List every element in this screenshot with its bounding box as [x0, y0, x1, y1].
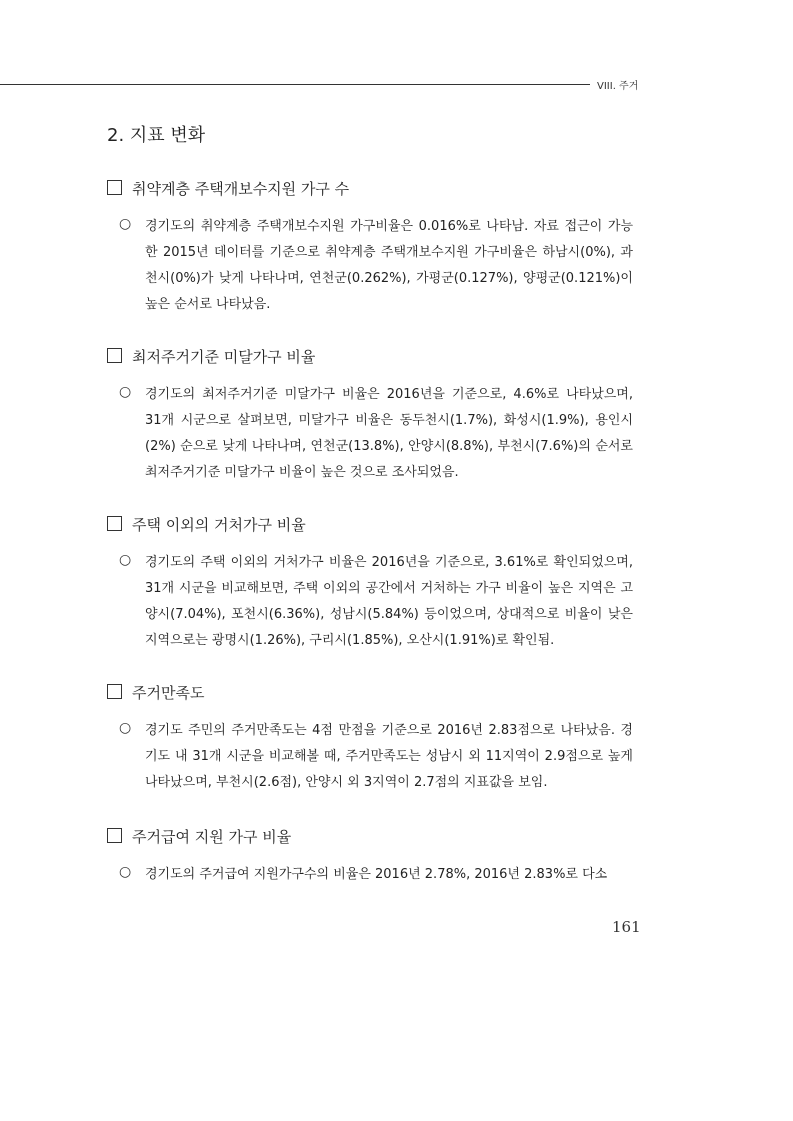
circle-bullet-icon: ○ — [119, 216, 132, 232]
checkbox-square-icon — [107, 180, 122, 195]
checkbox-square-icon — [107, 516, 122, 531]
sub-heading-label: 최저주거기준 미달가구 비율 — [132, 348, 316, 366]
sub-heading-label: 주거만족도 — [132, 684, 205, 702]
running-header: VIII. 주거 — [597, 81, 639, 92]
paragraph: 경기도의 취약계층 주택개보수지원 가구비율은 0.016%로 나타남. 자료 접근이 가능한 2015년 데이터를 기준으로 취약계층 주택개보수지원 가구비율은 하남시(0%), 과천시(0%)가 낮게 나타나며, 연천군(0.262%), 가평군(0.127%), 양평군(0.121%)이 높은 순서로 나타났음. — [145, 219, 633, 312]
checkbox-square-icon — [107, 348, 122, 363]
sub-heading-vulnerable-housing — [107, 178, 349, 199]
circle-bullet-icon: ○ — [119, 864, 132, 880]
sub-heading-non-housing-dwelling — [107, 514, 306, 535]
section-title: 2. 지표 변화 — [107, 125, 206, 146]
sub-heading-label: 취약계층 주택개보수지원 가구 수 — [132, 180, 350, 198]
sub-heading-label: 주거급여 지원 가구 비율 — [132, 828, 292, 846]
paragraph: 경기도 주민의 주거만족도는 4점 만점을 기준으로 2016년 2.83점으로 나타났음. 경기도 내 31개 시군을 비교해볼 때, 주거만족도는 성남시 외 11지역이 2.9점으로 높게 나타났으며, 부천시(2.6점), 안양시 외 3지역이 2.7점의 지표값을 보임. — [145, 723, 633, 790]
sub-heading-housing-satisfaction — [107, 682, 204, 703]
circle-bullet-icon: ○ — [119, 552, 132, 568]
circle-bullet-icon: ○ — [119, 384, 132, 400]
paragraph: 경기도의 주거급여 지원가구수의 비율은 2016년 2.78%, 2016년 2.83%로 다소 — [145, 867, 608, 882]
header-rule — [0, 84, 590, 85]
paragraph: 경기도의 최저주거기준 미달가구 비율은 2016년을 기준으로, 4.6%로 나타났으며, 31개 시군으로 살펴보면, 미달가구 비율은 동두천시(1.7%), 화성시(1.9%), 용인시(2%) 순으로 낮게 나타나며, 연천군(13.8%), 안양시(8.8%), 부천시(7.6%)의 순서로 최저주거기준 미달가구 비율이 높은 것으로 조사되었음. — [145, 387, 633, 480]
checkbox-square-icon — [107, 684, 122, 699]
checkbox-square-icon — [107, 828, 122, 843]
circle-bullet-icon: ○ — [119, 720, 132, 736]
sub-heading-housing-benefit — [107, 826, 291, 847]
page-number: 161 — [612, 918, 641, 936]
sub-heading-minimum-housing — [107, 346, 315, 367]
paragraph: 경기도의 주택 이외의 거처가구 비율은 2016년을 기준으로, 3.61%로 확인되었으며, 31개 시군을 비교해보면, 주택 이외의 공간에서 거처하는 가구 비율이 높은 지역은 고양시(7.04%), 포천시(6.36%), 성남시(5.84%) 등이었으며, 상대적으로 비율이 낮은 지역으로는 광명시(1.26%), 구리시(1.85%), 오산시(1.91%)로 확인됨. — [145, 555, 633, 648]
sub-heading-label: 주택 이외의 거처가구 비율 — [132, 516, 306, 534]
